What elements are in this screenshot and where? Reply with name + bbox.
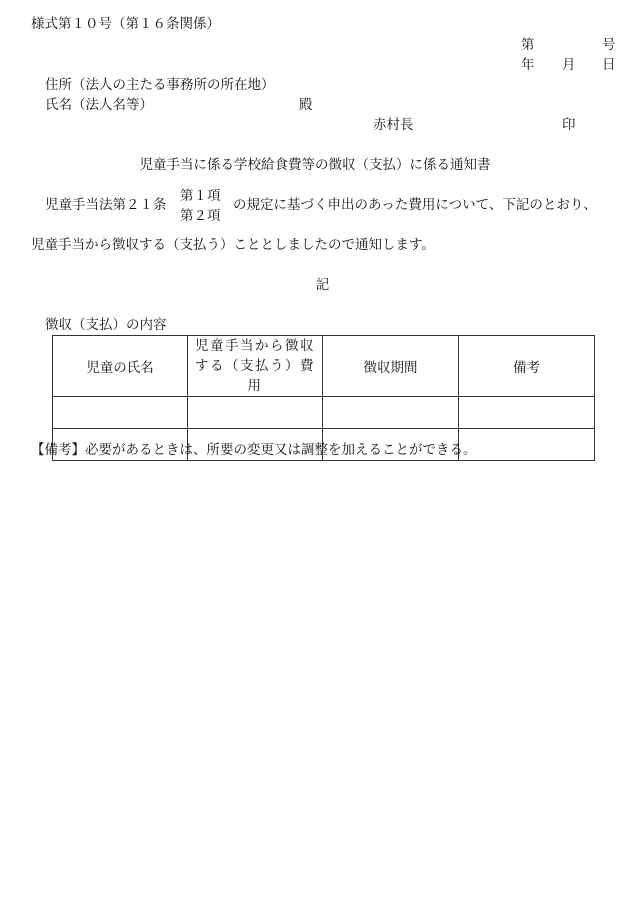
date-year-label: 年 — [521, 57, 535, 73]
date-month-label: 月 — [562, 57, 576, 73]
document-number-prefix: 第 — [521, 37, 535, 53]
body-paragraph-option-2: 第２項 — [180, 208, 221, 224]
table-row — [53, 397, 595, 429]
cell-remarks[interactable] — [459, 429, 595, 461]
ki-marker: 記 — [315, 277, 330, 293]
header-remarks: 備考 — [459, 336, 595, 397]
body-law-reference: 児童手当法第２１条 — [45, 197, 167, 213]
table-caption: 徴収（支払）の内容 — [45, 317, 167, 333]
honorific-dono: 殿 — [299, 97, 313, 113]
header-fee-line2: する（支払う）費用 — [195, 358, 315, 394]
name-label: 氏名（法人名等） — [45, 97, 153, 113]
sender-mayor: 赤村長 — [373, 117, 414, 133]
document-number-suffix: 号 — [602, 37, 616, 53]
date-day-label: 日 — [602, 57, 616, 73]
body-text-line2: 児童手当から徴収する（支払う）こととしましたので通知します。 — [31, 237, 435, 253]
cell-child-name[interactable] — [53, 397, 188, 429]
footnote-remarks: 【備考】必要があるときは、所要の変更又は調整を加えることができる。 — [31, 442, 477, 458]
body-paragraph-option-1: 第１項 — [180, 188, 221, 204]
header-period: 徴収期間 — [323, 336, 459, 397]
seal-mark: 印 — [562, 117, 576, 133]
body-text-tail: の規定に基づく申出のあった費用について、下記のとおり、 — [233, 197, 597, 213]
header-fee-line1: 児童手当から徴収 — [195, 338, 315, 354]
document-title: 児童手当に係る学校給食費等の徴収（支払）に係る通知書 — [139, 157, 491, 173]
cell-fee[interactable] — [188, 397, 323, 429]
header-child-name: 児童の氏名 — [53, 336, 188, 397]
form-number: 様式第１０号（第１６条関係） — [31, 16, 220, 32]
address-label: 住所（法人の主たる事務所の所在地） — [45, 77, 275, 93]
cell-period[interactable] — [323, 397, 459, 429]
header-fee — [188, 336, 323, 397]
cell-remarks[interactable] — [459, 397, 595, 429]
table-header-row — [53, 336, 595, 397]
